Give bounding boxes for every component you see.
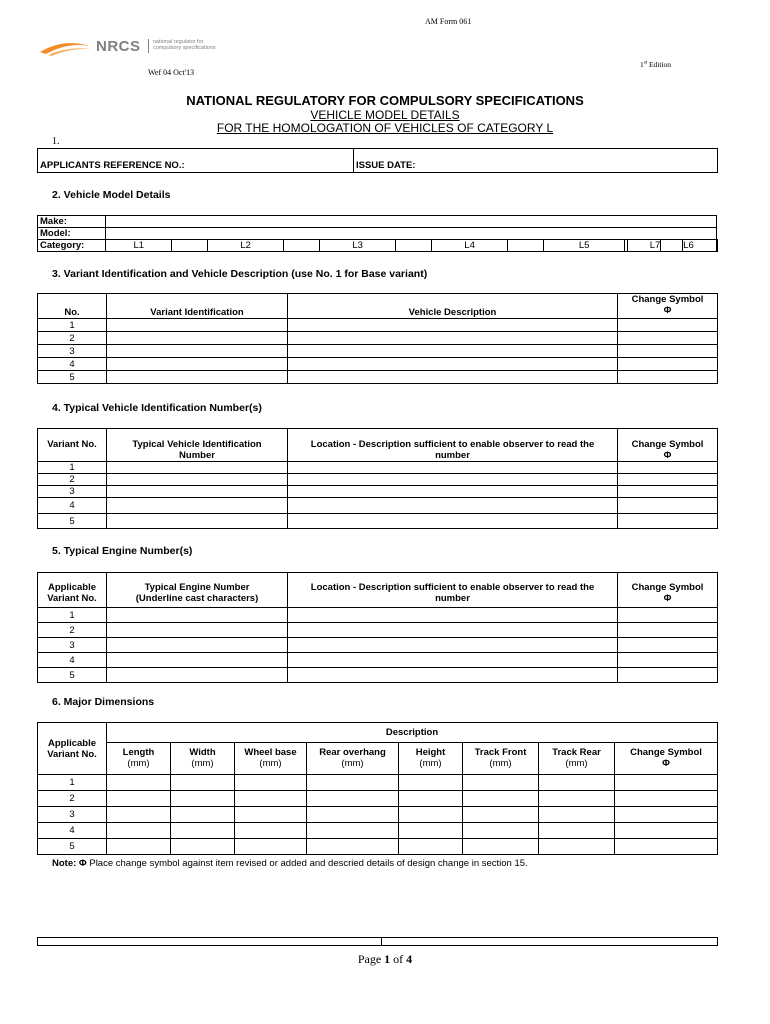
logo-swoosh-icon [38,36,98,58]
track-rear-cell[interactable] [539,807,615,823]
table-row-number: 5 [38,839,107,855]
width-label: Width [189,747,216,758]
change-symbol-cell[interactable] [615,807,718,823]
engine-number-header [107,573,288,608]
vin-cell[interactable] [107,514,288,529]
height-unit: (mm) [419,758,442,769]
section-6-title: 6. Major Dimensions [52,696,155,708]
category-l2-checkbox[interactable] [284,240,320,252]
vin-header-line1: Typical Vehicle Identification [132,439,262,450]
wheel-base-cell[interactable] [235,791,307,807]
location-cell[interactable] [288,462,618,474]
vehicle-description-cell[interactable] [288,358,618,371]
location-header-line2: number [435,450,470,461]
variant-id-cell[interactable] [107,345,288,358]
page-current: 1 [384,952,391,966]
vin-header-line2: Number [179,450,215,461]
width-header [171,743,235,775]
height-cell[interactable] [399,839,463,855]
sub-title-1: VEHICLE MODEL DETAILS [310,108,460,122]
table-row-number: 1 [38,319,107,332]
phi-symbol: Φ [663,450,672,461]
footer-bar [37,937,718,946]
track-rear-cell[interactable] [539,775,615,791]
table-row-number: 2 [38,623,107,638]
track-front-cell[interactable] [463,823,539,839]
track-rear-header [539,743,615,775]
edition-suffix: st [643,60,648,66]
location-cell[interactable] [288,514,618,529]
width-cell[interactable] [171,775,235,791]
section-5-title: 5. Typical Engine Number(s) [52,545,193,557]
height-cell[interactable] [399,823,463,839]
change-symbol-cell[interactable] [618,332,718,345]
track-rear-cell[interactable] [539,823,615,839]
length-cell[interactable] [107,791,171,807]
change-symbol-cell[interactable] [618,345,718,358]
category-l4-label: L4 [431,240,507,252]
table-row-number: 1 [38,608,107,623]
wheel-base-label: Wheel base [244,747,297,758]
page-of-word: of [393,952,404,966]
description-header: Description [107,723,718,743]
category-l2-label: L2 [207,240,283,252]
length-cell[interactable] [107,775,171,791]
edition [640,60,671,69]
applicable-variant-line1: Applicable [47,737,97,749]
track-front-header [463,743,539,775]
location-cell[interactable] [288,498,618,514]
table-row-number: 1 [38,462,107,474]
engine-number-cell[interactable] [107,608,288,623]
engine-number-table [37,572,718,683]
phi-symbol: Φ [662,758,670,769]
length-cell[interactable] [107,839,171,855]
applicable-variant-line2: Variant No. [47,748,97,760]
rear-overhang-cell[interactable] [307,775,399,791]
variant-id-cell[interactable] [107,332,288,345]
vehicle-model-table [37,215,717,252]
category-l5-label: L5 [543,240,624,252]
issue-date-field[interactable]: ISSUE DATE: [354,149,718,173]
table-row-number: 4 [38,653,107,668]
change-symbol-header [618,573,718,608]
applicant-table [37,148,718,173]
rear-overhang-cell[interactable] [307,791,399,807]
category-l3-checkbox[interactable] [396,240,432,252]
change-symbol-cell[interactable] [618,371,718,384]
engine-number-line1: Typical Engine Number [144,582,250,593]
change-symbol-header [615,743,718,775]
vin-cell[interactable] [107,498,288,514]
change-symbol-cell[interactable] [618,608,718,623]
location-header-line1: Location - Description sufficient to enable observer to read the [310,439,595,450]
vin-table [37,428,718,529]
location-header [288,573,618,608]
make-label: Make: [38,216,106,228]
applicable-variant-header [38,573,107,608]
logo-text: NRCS [96,38,141,55]
change-symbol-cell[interactable] [618,638,718,653]
width-cell[interactable] [171,839,235,855]
dimensions-table [37,722,718,855]
vehicle-description-cell[interactable] [288,371,618,384]
vin-cell[interactable] [107,486,288,498]
location-cell[interactable] [288,474,618,486]
height-label: Height [415,747,446,758]
make-input[interactable] [106,216,717,228]
length-label: Length [122,747,155,758]
location-cell[interactable] [288,486,618,498]
change-symbol-cell[interactable] [618,498,718,514]
edition-word: Edition [648,60,672,69]
wheel-base-cell[interactable] [235,775,307,791]
table-row-number: 3 [38,807,107,823]
track-front-label: Track Front [474,747,527,758]
table-row-number: 3 [38,345,107,358]
location-cell[interactable] [288,668,618,683]
track-rear-label: Track Rear [552,747,601,758]
height-header [399,743,463,775]
category-l7-table [627,239,718,252]
change-symbol-cell[interactable] [615,823,718,839]
footer-left-cell [38,938,382,946]
table-row-number: 2 [38,332,107,345]
change-symbol-note [52,858,528,869]
wheel-base-cell[interactable] [235,807,307,823]
category-label: Category: [38,240,106,252]
edition-number: 1 [640,60,644,69]
form-number: AM Form 061 [425,17,472,26]
track-front-cell[interactable] [463,791,539,807]
engine-number-cell[interactable] [107,623,288,638]
category-l4-checkbox[interactable] [508,240,544,252]
table-row-number: 5 [38,371,107,384]
note-text: Place change symbol against item revised or added and descried details of design change in section 15. [89,858,528,869]
change-symbol-cell[interactable] [615,839,718,855]
location-cell[interactable] [288,653,618,668]
phi-symbol: Φ [663,593,672,604]
vin-cell[interactable] [107,474,288,486]
length-header [107,743,171,775]
change-symbol-cell[interactable] [618,319,718,332]
change-symbol-label: Change Symbol [630,747,702,758]
variant-identification-header: Variant Identification [107,294,288,319]
table-row-number: 2 [38,791,107,807]
category-l3-label: L3 [319,240,395,252]
rear-overhang-cell[interactable] [307,807,399,823]
section-3-title: 3. Variant Identification and Vehicle Description (use No. 1 for Base variant) [52,268,428,280]
table-row-number: 5 [38,668,107,683]
engine-number-line2: (Underline cast characters) [135,593,259,604]
change-symbol-cell[interactable] [618,474,718,486]
section-2-title: 2. Vehicle Model Details [52,189,171,201]
category-l6-label: L6 [660,240,716,252]
engine-number-cell[interactable] [107,668,288,683]
location-header [288,429,618,462]
wef-date: Wef 04 Oct'13 [148,68,195,77]
change-symbol-header [618,429,718,462]
table-row-number: 4 [38,358,107,371]
change-symbol-cell[interactable] [618,462,718,474]
footer-right-cell [382,938,718,946]
logo-divider [148,39,149,53]
change-symbol-cell[interactable] [618,668,718,683]
applicable-variant-header [38,723,107,775]
change-symbol-cell[interactable] [618,514,718,529]
model-label: Model: [38,228,106,240]
length-cell[interactable] [107,823,171,839]
note-label: Note: Φ [52,858,87,869]
variant-no-header: No. [38,294,107,319]
track-front-cell[interactable] [463,775,539,791]
rear-overhang-label: Rear overhang [319,747,386,758]
category-l7-checkbox[interactable] [683,240,718,252]
change-symbol-header [618,294,718,319]
location-cell[interactable] [288,638,618,653]
engine-number-cell[interactable] [107,653,288,668]
category-l1-label: L1 [106,240,172,252]
section-1-number: 1. [52,136,60,147]
change-symbol-cell[interactable] [618,623,718,638]
height-cell[interactable] [399,807,463,823]
table-row-number: 2 [38,474,107,486]
applicable-variant-line1: Applicable [47,582,97,593]
vin-header [107,429,288,462]
logo-tagline-line2: compulsory specifications [153,45,216,51]
table-row-number: 3 [38,486,107,498]
rear-overhang-header [307,743,399,775]
location-header-line1: Location - Description sufficient to enable observer to read the [310,582,595,593]
page-word: Page [357,952,382,966]
change-symbol-cell[interactable] [618,358,718,371]
section-4-title: 4. Typical Vehicle Identification Number(s) [52,402,262,414]
applicable-variant-line2: Variant No. [47,593,97,604]
page-number [0,952,770,967]
rear-overhang-cell[interactable] [307,823,399,839]
track-rear-cell[interactable] [539,839,615,855]
variant-no-header: Variant No. [38,429,107,462]
model-input[interactable] [106,228,717,240]
vin-cell[interactable] [107,462,288,474]
track-front-cell[interactable] [463,807,539,823]
change-symbol-label: Change Symbol [631,294,704,305]
rear-overhang-unit: (mm) [341,758,364,769]
category-l7-label: L7 [628,240,683,252]
phi-symbol: Φ [663,305,672,316]
applicants-reference-field[interactable]: APPLICANTS REFERENCE NO.: [38,149,354,173]
logo-tagline-line1: national regulator for [153,39,204,45]
variant-id-cell[interactable] [107,319,288,332]
table-row-number: 3 [38,638,107,653]
change-symbol-cell[interactable] [615,791,718,807]
table-row-number: 5 [38,514,107,529]
track-rear-unit: (mm) [565,758,588,769]
logo-tagline [153,39,216,51]
wheel-base-header [235,743,307,775]
sub-title-2: FOR THE HOMOLOGATION OF VEHICLES OF CATEGORY L [216,121,554,135]
location-header-line2: number [435,593,470,604]
category-l1-checkbox[interactable] [172,240,208,252]
track-front-unit: (mm) [489,758,512,769]
vehicle-description-cell[interactable] [288,345,618,358]
width-cell[interactable] [171,791,235,807]
table-row-number: 4 [38,498,107,514]
vehicle-description-cell[interactable] [288,319,618,332]
wheel-base-unit: (mm) [259,758,282,769]
location-cell[interactable] [288,608,618,623]
length-unit: (mm) [127,758,150,769]
change-symbol-label: Change Symbol [631,582,704,593]
width-unit: (mm) [191,758,214,769]
variant-id-cell[interactable] [107,358,288,371]
page-total: 4 [406,952,413,966]
change-symbol-label: Change Symbol [631,439,704,450]
table-row-number: 1 [38,775,107,791]
change-symbol-cell[interactable] [618,653,718,668]
vehicle-description-cell[interactable] [288,332,618,345]
height-cell[interactable] [399,791,463,807]
vehicle-description-header: Vehicle Description [288,294,618,319]
table-row-number: 4 [38,823,107,839]
location-cell[interactable] [288,623,618,638]
nrcs-logo [38,34,238,60]
width-cell[interactable] [171,807,235,823]
track-rear-cell[interactable] [539,791,615,807]
wheel-base-cell[interactable] [235,823,307,839]
length-cell[interactable] [107,807,171,823]
height-cell[interactable] [399,775,463,791]
main-title: NATIONAL REGULATORY FOR COMPULSORY SPECIFICATIONS [186,93,584,108]
variant-table [37,293,718,384]
wheel-base-cell[interactable] [235,839,307,855]
engine-number-cell[interactable] [107,638,288,653]
rear-overhang-cell[interactable] [307,839,399,855]
width-cell[interactable] [171,823,235,839]
change-symbol-cell[interactable] [618,486,718,498]
track-front-cell[interactable] [463,839,539,855]
change-symbol-cell[interactable] [615,775,718,791]
variant-id-cell[interactable] [107,371,288,384]
